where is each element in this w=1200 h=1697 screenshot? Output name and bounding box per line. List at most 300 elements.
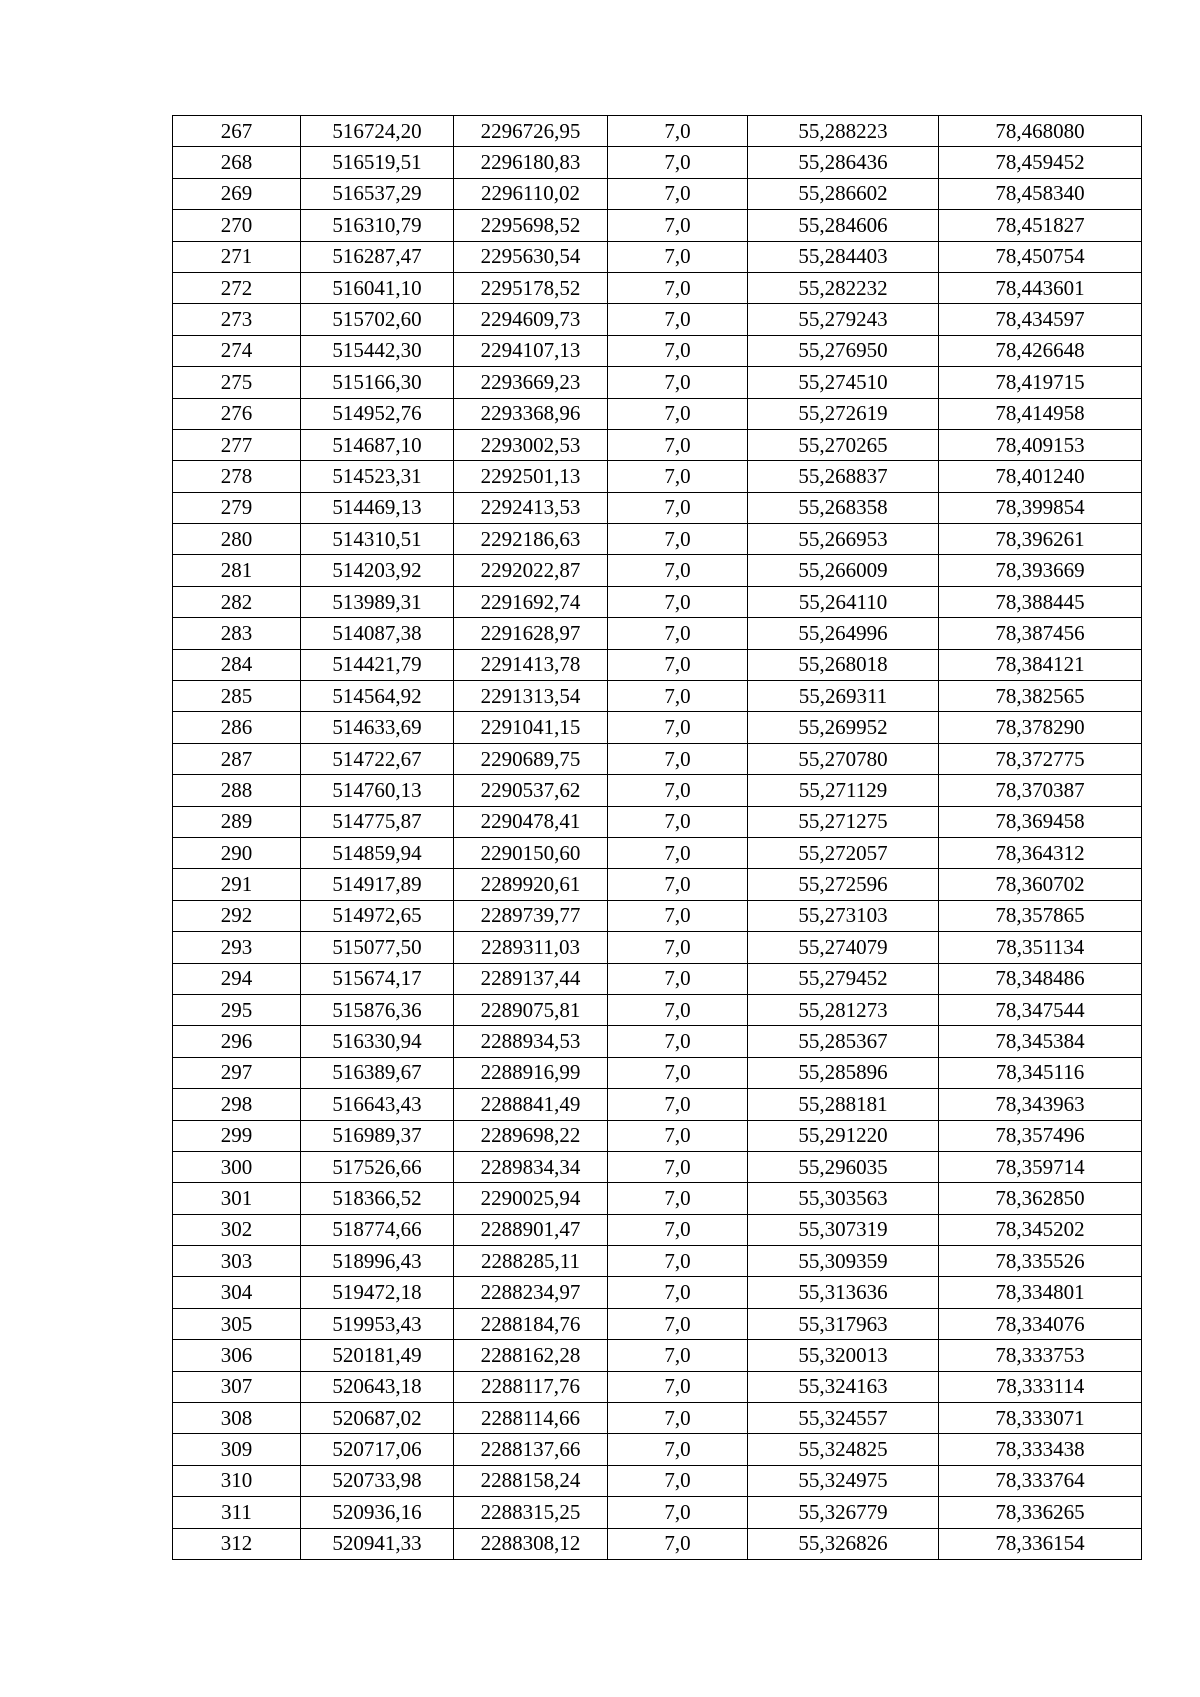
accuracy-cell: 7,0 (608, 837, 748, 868)
point-number-cell: 309 (173, 1434, 301, 1465)
x-coordinate-cell: 515166,30 (301, 367, 454, 398)
y-coordinate-cell: 2291413,78 (454, 649, 608, 680)
accuracy-cell: 7,0 (608, 806, 748, 837)
table-row (173, 1308, 1142, 1339)
point-number-cell: 310 (173, 1465, 301, 1496)
latitude-cell: 55,274510 (748, 367, 939, 398)
x-coordinate-cell: 514859,94 (301, 837, 454, 868)
table-row (173, 1026, 1142, 1057)
longitude-cell: 78,333753 (939, 1340, 1142, 1371)
x-coordinate-cell: 514523,31 (301, 461, 454, 492)
table-row (173, 492, 1142, 523)
x-coordinate-cell: 518774,66 (301, 1214, 454, 1245)
table-row (173, 210, 1142, 241)
longitude-cell: 78,387456 (939, 618, 1142, 649)
longitude-cell: 78,393669 (939, 555, 1142, 586)
x-coordinate-cell: 514564,92 (301, 681, 454, 712)
latitude-cell: 55,276950 (748, 335, 939, 366)
latitude-cell: 55,272057 (748, 837, 939, 868)
latitude-cell: 55,284403 (748, 241, 939, 272)
y-coordinate-cell: 2290025,94 (454, 1183, 608, 1214)
y-coordinate-cell: 2291313,54 (454, 681, 608, 712)
table-row (173, 1434, 1142, 1465)
table-row (173, 335, 1142, 366)
latitude-cell: 55,264996 (748, 618, 939, 649)
accuracy-cell: 7,0 (608, 932, 748, 963)
y-coordinate-cell: 2296726,95 (454, 116, 608, 147)
x-coordinate-cell: 515442,30 (301, 335, 454, 366)
latitude-cell: 55,324825 (748, 1434, 939, 1465)
point-number-cell: 289 (173, 806, 301, 837)
y-coordinate-cell: 2296180,83 (454, 147, 608, 178)
accuracy-cell: 7,0 (608, 272, 748, 303)
point-number-cell: 284 (173, 649, 301, 680)
table-row (173, 524, 1142, 555)
longitude-cell: 78,370387 (939, 775, 1142, 806)
y-coordinate-cell: 2288234,97 (454, 1277, 608, 1308)
y-coordinate-cell: 2292501,13 (454, 461, 608, 492)
point-number-cell: 308 (173, 1403, 301, 1434)
accuracy-cell: 7,0 (608, 712, 748, 743)
latitude-cell: 55,324163 (748, 1371, 939, 1402)
x-coordinate-cell: 519953,43 (301, 1308, 454, 1339)
latitude-cell: 55,324557 (748, 1403, 939, 1434)
accuracy-cell: 7,0 (608, 1465, 748, 1496)
y-coordinate-cell: 2289920,61 (454, 869, 608, 900)
table-row (173, 304, 1142, 335)
point-number-cell: 300 (173, 1151, 301, 1182)
accuracy-cell: 7,0 (608, 1026, 748, 1057)
y-coordinate-cell: 2288901,47 (454, 1214, 608, 1245)
accuracy-cell: 7,0 (608, 1371, 748, 1402)
latitude-cell: 55,288223 (748, 116, 939, 147)
table-row (173, 1151, 1142, 1182)
y-coordinate-cell: 2290689,75 (454, 743, 608, 774)
longitude-cell: 78,345116 (939, 1057, 1142, 1088)
longitude-cell: 78,414958 (939, 398, 1142, 429)
longitude-cell: 78,434597 (939, 304, 1142, 335)
table-row (173, 900, 1142, 931)
x-coordinate-cell: 514917,89 (301, 869, 454, 900)
x-coordinate-cell: 516287,47 (301, 241, 454, 272)
latitude-cell: 55,274079 (748, 932, 939, 963)
y-coordinate-cell: 2292413,53 (454, 492, 608, 523)
latitude-cell: 55,326826 (748, 1528, 939, 1559)
longitude-cell: 78,468080 (939, 116, 1142, 147)
accuracy-cell: 7,0 (608, 524, 748, 555)
y-coordinate-cell: 2294107,13 (454, 335, 608, 366)
accuracy-cell: 7,0 (608, 586, 748, 617)
table-row (173, 1403, 1142, 1434)
point-number-cell: 304 (173, 1277, 301, 1308)
x-coordinate-cell: 516989,37 (301, 1120, 454, 1151)
latitude-cell: 55,268358 (748, 492, 939, 523)
accuracy-cell: 7,0 (608, 429, 748, 460)
longitude-cell: 78,401240 (939, 461, 1142, 492)
y-coordinate-cell: 2288308,12 (454, 1528, 608, 1559)
point-number-cell: 286 (173, 712, 301, 743)
x-coordinate-cell: 520687,02 (301, 1403, 454, 1434)
longitude-cell: 78,459452 (939, 147, 1142, 178)
x-coordinate-cell: 516643,43 (301, 1089, 454, 1120)
accuracy-cell: 7,0 (608, 147, 748, 178)
latitude-cell: 55,285367 (748, 1026, 939, 1057)
latitude-cell: 55,285896 (748, 1057, 939, 1088)
accuracy-cell: 7,0 (608, 994, 748, 1025)
latitude-cell: 55,272619 (748, 398, 939, 429)
accuracy-cell: 7,0 (608, 681, 748, 712)
x-coordinate-cell: 514633,69 (301, 712, 454, 743)
longitude-cell: 78,334801 (939, 1277, 1142, 1308)
x-coordinate-cell: 516310,79 (301, 210, 454, 241)
y-coordinate-cell: 2290478,41 (454, 806, 608, 837)
table-row (173, 1340, 1142, 1371)
y-coordinate-cell: 2288162,28 (454, 1340, 608, 1371)
point-number-cell: 280 (173, 524, 301, 555)
x-coordinate-cell: 516389,67 (301, 1057, 454, 1088)
point-number-cell: 283 (173, 618, 301, 649)
table-row (173, 618, 1142, 649)
table-row (173, 398, 1142, 429)
y-coordinate-cell: 2288916,99 (454, 1057, 608, 1088)
x-coordinate-cell: 513989,31 (301, 586, 454, 617)
point-number-cell: 311 (173, 1497, 301, 1528)
point-number-cell: 287 (173, 743, 301, 774)
point-number-cell: 282 (173, 586, 301, 617)
table-row (173, 272, 1142, 303)
accuracy-cell: 7,0 (608, 1120, 748, 1151)
longitude-cell: 78,419715 (939, 367, 1142, 398)
table-row (173, 1371, 1142, 1402)
table-row (173, 649, 1142, 680)
x-coordinate-cell: 514952,76 (301, 398, 454, 429)
longitude-cell: 78,384121 (939, 649, 1142, 680)
accuracy-cell: 7,0 (608, 1089, 748, 1120)
point-number-cell: 294 (173, 963, 301, 994)
latitude-cell: 55,273103 (748, 900, 939, 931)
y-coordinate-cell: 2295630,54 (454, 241, 608, 272)
longitude-cell: 78,409153 (939, 429, 1142, 460)
y-coordinate-cell: 2288841,49 (454, 1089, 608, 1120)
table-row (173, 1120, 1142, 1151)
y-coordinate-cell: 2289311,03 (454, 932, 608, 963)
longitude-cell: 78,334076 (939, 1308, 1142, 1339)
longitude-cell: 78,345202 (939, 1214, 1142, 1245)
longitude-cell: 78,443601 (939, 272, 1142, 303)
latitude-cell: 55,271275 (748, 806, 939, 837)
latitude-cell: 55,296035 (748, 1151, 939, 1182)
x-coordinate-cell: 517526,66 (301, 1151, 454, 1182)
accuracy-cell: 7,0 (608, 1497, 748, 1528)
x-coordinate-cell: 514087,38 (301, 618, 454, 649)
y-coordinate-cell: 2288137,66 (454, 1434, 608, 1465)
latitude-cell: 55,288181 (748, 1089, 939, 1120)
point-number-cell: 302 (173, 1214, 301, 1245)
y-coordinate-cell: 2293669,23 (454, 367, 608, 398)
y-coordinate-cell: 2295698,52 (454, 210, 608, 241)
x-coordinate-cell: 520941,33 (301, 1528, 454, 1559)
longitude-cell: 78,345384 (939, 1026, 1142, 1057)
accuracy-cell: 7,0 (608, 1340, 748, 1371)
x-coordinate-cell: 514775,87 (301, 806, 454, 837)
accuracy-cell: 7,0 (608, 775, 748, 806)
latitude-cell: 55,264110 (748, 586, 939, 617)
x-coordinate-cell: 514722,67 (301, 743, 454, 774)
x-coordinate-cell: 514310,51 (301, 524, 454, 555)
y-coordinate-cell: 2290150,60 (454, 837, 608, 868)
x-coordinate-cell: 515674,17 (301, 963, 454, 994)
longitude-cell: 78,335526 (939, 1246, 1142, 1277)
point-number-cell: 270 (173, 210, 301, 241)
accuracy-cell: 7,0 (608, 1277, 748, 1308)
point-number-cell: 275 (173, 367, 301, 398)
latitude-cell: 55,268018 (748, 649, 939, 680)
point-number-cell: 274 (173, 335, 301, 366)
accuracy-cell: 7,0 (608, 1246, 748, 1277)
table-row (173, 806, 1142, 837)
accuracy-cell: 7,0 (608, 1183, 748, 1214)
accuracy-cell: 7,0 (608, 461, 748, 492)
point-number-cell: 297 (173, 1057, 301, 1088)
point-number-cell: 312 (173, 1528, 301, 1559)
latitude-cell: 55,284606 (748, 210, 939, 241)
accuracy-cell: 7,0 (608, 367, 748, 398)
longitude-cell: 78,333071 (939, 1403, 1142, 1434)
latitude-cell: 55,303563 (748, 1183, 939, 1214)
y-coordinate-cell: 2289834,34 (454, 1151, 608, 1182)
accuracy-cell: 7,0 (608, 963, 748, 994)
table-row (173, 712, 1142, 743)
y-coordinate-cell: 2293002,53 (454, 429, 608, 460)
x-coordinate-cell: 516330,94 (301, 1026, 454, 1057)
accuracy-cell: 7,0 (608, 1403, 748, 1434)
longitude-cell: 78,348486 (939, 963, 1142, 994)
x-coordinate-cell: 514203,92 (301, 555, 454, 586)
y-coordinate-cell: 2296110,02 (454, 178, 608, 209)
x-coordinate-cell: 516041,10 (301, 272, 454, 303)
point-number-cell: 301 (173, 1183, 301, 1214)
coordinate-table (172, 115, 1142, 1560)
longitude-cell: 78,333764 (939, 1465, 1142, 1496)
point-number-cell: 293 (173, 932, 301, 963)
latitude-cell: 55,270780 (748, 743, 939, 774)
accuracy-cell: 7,0 (608, 492, 748, 523)
accuracy-cell: 7,0 (608, 555, 748, 586)
table-row (173, 1277, 1142, 1308)
longitude-cell: 78,451827 (939, 210, 1142, 241)
y-coordinate-cell: 2291041,15 (454, 712, 608, 743)
table-row (173, 367, 1142, 398)
y-coordinate-cell: 2288114,66 (454, 1403, 608, 1434)
accuracy-cell: 7,0 (608, 1528, 748, 1559)
latitude-cell: 55,266953 (748, 524, 939, 555)
latitude-cell: 55,307319 (748, 1214, 939, 1245)
y-coordinate-cell: 2290537,62 (454, 775, 608, 806)
y-coordinate-cell: 2293368,96 (454, 398, 608, 429)
longitude-cell: 78,359714 (939, 1151, 1142, 1182)
point-number-cell: 305 (173, 1308, 301, 1339)
table-row (173, 1246, 1142, 1277)
table-row (173, 1214, 1142, 1245)
latitude-cell: 55,269311 (748, 681, 939, 712)
accuracy-cell: 7,0 (608, 304, 748, 335)
y-coordinate-cell: 2288158,24 (454, 1465, 608, 1496)
x-coordinate-cell: 514760,13 (301, 775, 454, 806)
point-number-cell: 276 (173, 398, 301, 429)
point-number-cell: 291 (173, 869, 301, 900)
longitude-cell: 78,364312 (939, 837, 1142, 868)
longitude-cell: 78,360702 (939, 869, 1142, 900)
accuracy-cell: 7,0 (608, 743, 748, 774)
y-coordinate-cell: 2288934,53 (454, 1026, 608, 1057)
x-coordinate-cell: 518366,52 (301, 1183, 454, 1214)
longitude-cell: 78,388445 (939, 586, 1142, 617)
point-number-cell: 272 (173, 272, 301, 303)
y-coordinate-cell: 2288117,76 (454, 1371, 608, 1402)
longitude-cell: 78,362850 (939, 1183, 1142, 1214)
longitude-cell: 78,343963 (939, 1089, 1142, 1120)
point-number-cell: 307 (173, 1371, 301, 1402)
table-row (173, 932, 1142, 963)
point-number-cell: 279 (173, 492, 301, 523)
table-row (173, 837, 1142, 868)
table-row (173, 1057, 1142, 1088)
latitude-cell: 55,269952 (748, 712, 939, 743)
accuracy-cell: 7,0 (608, 869, 748, 900)
x-coordinate-cell: 518996,43 (301, 1246, 454, 1277)
point-number-cell: 271 (173, 241, 301, 272)
table-row (173, 555, 1142, 586)
latitude-cell: 55,326779 (748, 1497, 939, 1528)
point-number-cell: 299 (173, 1120, 301, 1151)
longitude-cell: 78,382565 (939, 681, 1142, 712)
accuracy-cell: 7,0 (608, 398, 748, 429)
point-number-cell: 285 (173, 681, 301, 712)
latitude-cell: 55,268837 (748, 461, 939, 492)
longitude-cell: 78,357496 (939, 1120, 1142, 1151)
longitude-cell: 78,369458 (939, 806, 1142, 837)
point-number-cell: 278 (173, 461, 301, 492)
longitude-cell: 78,336265 (939, 1497, 1142, 1528)
longitude-cell: 78,351134 (939, 932, 1142, 963)
table-row (173, 178, 1142, 209)
x-coordinate-cell: 514469,13 (301, 492, 454, 523)
accuracy-cell: 7,0 (608, 649, 748, 680)
latitude-cell: 55,324975 (748, 1465, 939, 1496)
table-row (173, 429, 1142, 460)
latitude-cell: 55,317963 (748, 1308, 939, 1339)
table-row (173, 681, 1142, 712)
latitude-cell: 55,291220 (748, 1120, 939, 1151)
point-number-cell: 303 (173, 1246, 301, 1277)
accuracy-cell: 7,0 (608, 241, 748, 272)
point-number-cell: 290 (173, 837, 301, 868)
y-coordinate-cell: 2289739,77 (454, 900, 608, 931)
y-coordinate-cell: 2291628,97 (454, 618, 608, 649)
longitude-cell: 78,372775 (939, 743, 1142, 774)
x-coordinate-cell: 520733,98 (301, 1465, 454, 1496)
accuracy-cell: 7,0 (608, 1308, 748, 1339)
latitude-cell: 55,320013 (748, 1340, 939, 1371)
x-coordinate-cell: 520717,06 (301, 1434, 454, 1465)
longitude-cell: 78,347544 (939, 994, 1142, 1025)
table-row (173, 1465, 1142, 1496)
table-row (173, 116, 1142, 147)
longitude-cell: 78,357865 (939, 900, 1142, 931)
x-coordinate-cell: 516724,20 (301, 116, 454, 147)
latitude-cell: 55,309359 (748, 1246, 939, 1277)
table-row (173, 743, 1142, 774)
x-coordinate-cell: 514972,65 (301, 900, 454, 931)
accuracy-cell: 7,0 (608, 900, 748, 931)
longitude-cell: 78,399854 (939, 492, 1142, 523)
y-coordinate-cell: 2291692,74 (454, 586, 608, 617)
table-row (173, 461, 1142, 492)
point-number-cell: 295 (173, 994, 301, 1025)
table-row (173, 1183, 1142, 1214)
x-coordinate-cell: 515876,36 (301, 994, 454, 1025)
accuracy-cell: 7,0 (608, 116, 748, 147)
point-number-cell: 267 (173, 116, 301, 147)
longitude-cell: 78,336154 (939, 1528, 1142, 1559)
x-coordinate-cell: 520181,49 (301, 1340, 454, 1371)
point-number-cell: 281 (173, 555, 301, 586)
latitude-cell: 55,270265 (748, 429, 939, 460)
longitude-cell: 78,396261 (939, 524, 1142, 555)
point-number-cell: 298 (173, 1089, 301, 1120)
longitude-cell: 78,458340 (939, 178, 1142, 209)
accuracy-cell: 7,0 (608, 1151, 748, 1182)
accuracy-cell: 7,0 (608, 210, 748, 241)
accuracy-cell: 7,0 (608, 1214, 748, 1245)
point-number-cell: 273 (173, 304, 301, 335)
table-row (173, 963, 1142, 994)
y-coordinate-cell: 2288315,25 (454, 1497, 608, 1528)
x-coordinate-cell: 515077,50 (301, 932, 454, 963)
x-coordinate-cell: 514687,10 (301, 429, 454, 460)
y-coordinate-cell: 2288184,76 (454, 1308, 608, 1339)
longitude-cell: 78,450754 (939, 241, 1142, 272)
longitude-cell: 78,333438 (939, 1434, 1142, 1465)
accuracy-cell: 7,0 (608, 335, 748, 366)
latitude-cell: 55,281273 (748, 994, 939, 1025)
accuracy-cell: 7,0 (608, 618, 748, 649)
table-row (173, 1528, 1142, 1559)
y-coordinate-cell: 2295178,52 (454, 272, 608, 303)
point-number-cell: 269 (173, 178, 301, 209)
x-coordinate-cell: 519472,18 (301, 1277, 454, 1308)
accuracy-cell: 7,0 (608, 1057, 748, 1088)
table-row (173, 994, 1142, 1025)
point-number-cell: 268 (173, 147, 301, 178)
y-coordinate-cell: 2289075,81 (454, 994, 608, 1025)
x-coordinate-cell: 520643,18 (301, 1371, 454, 1402)
latitude-cell: 55,271129 (748, 775, 939, 806)
point-number-cell: 306 (173, 1340, 301, 1371)
latitude-cell: 55,279452 (748, 963, 939, 994)
x-coordinate-cell: 516519,51 (301, 147, 454, 178)
x-coordinate-cell: 515702,60 (301, 304, 454, 335)
table-row (173, 869, 1142, 900)
y-coordinate-cell: 2288285,11 (454, 1246, 608, 1277)
point-number-cell: 277 (173, 429, 301, 460)
y-coordinate-cell: 2289137,44 (454, 963, 608, 994)
point-number-cell: 296 (173, 1026, 301, 1057)
accuracy-cell: 7,0 (608, 1434, 748, 1465)
y-coordinate-cell: 2294609,73 (454, 304, 608, 335)
latitude-cell: 55,313636 (748, 1277, 939, 1308)
table-row (173, 241, 1142, 272)
